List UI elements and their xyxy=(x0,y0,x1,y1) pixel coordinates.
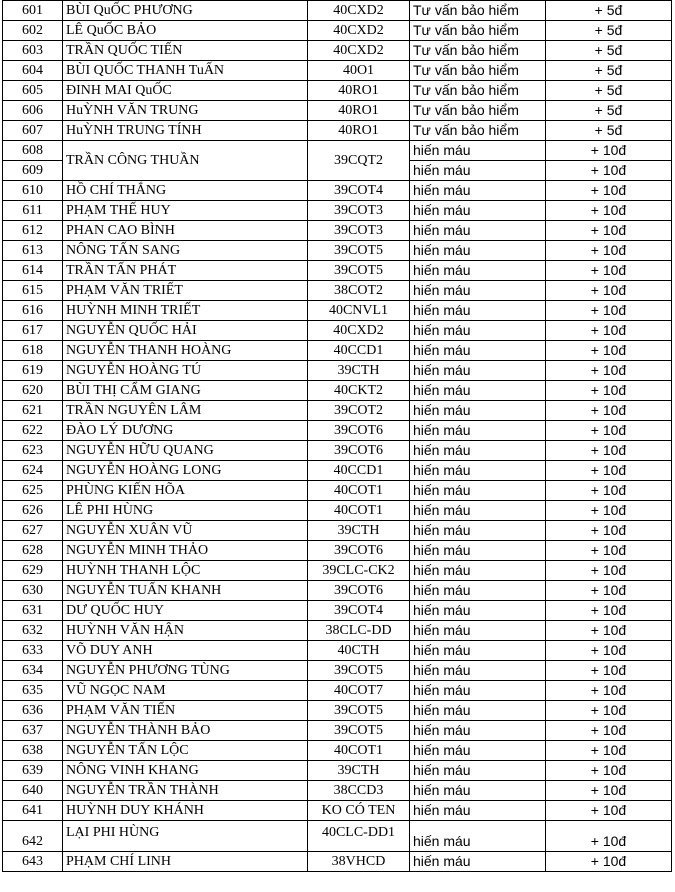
points-cell: + 10đ xyxy=(546,801,672,821)
class-cell: 39COT5 xyxy=(308,261,410,281)
name-cell: NGUYỄN QUỐC HẢI xyxy=(63,321,308,341)
activity-cell: hiến máu xyxy=(410,321,546,341)
table-row xyxy=(3,181,672,201)
activity-cell: hiến máu xyxy=(410,501,546,521)
points-cell: + 10đ xyxy=(546,141,672,161)
stt-cell: 635 xyxy=(3,681,63,701)
stt-cell: 632 xyxy=(3,621,63,641)
class-cell: 39COT6 xyxy=(308,421,410,441)
name-cell: HuỲNH TRUNG TÍNH xyxy=(63,121,308,141)
stt-cell: 614 xyxy=(3,261,63,281)
stt-cell: 617 xyxy=(3,321,63,341)
activity-cell: hiến máu xyxy=(410,781,546,801)
name-cell: LẠI PHI HÙNG xyxy=(63,821,308,852)
tail-rows xyxy=(3,821,672,872)
class-cell: 39COT6 xyxy=(308,581,410,601)
class-cell: 40COT1 xyxy=(308,481,410,501)
name-cell: NÔNG VINH KHANG xyxy=(63,761,308,781)
class-cell: 38VHCD xyxy=(308,852,410,872)
activity-cell: Tư vấn bảo hiểm xyxy=(410,121,546,141)
class-cell: 39CTH xyxy=(308,361,410,381)
stt-cell: 619 xyxy=(3,361,63,381)
points-cell: + 10đ xyxy=(546,381,672,401)
name-cell: NGUYỄN TẤN LỘC xyxy=(63,741,308,761)
table-row xyxy=(3,601,672,621)
activity-cell: Tư vấn bảo hiểm xyxy=(410,81,546,101)
activity-cell: Tư vấn bảo hiểm xyxy=(410,61,546,81)
activity-cell: hiến máu xyxy=(410,241,546,261)
name-cell: TRẦN TẤN PHÁT xyxy=(63,261,308,281)
class-cell: 39COT6 xyxy=(308,441,410,461)
name-cell: VÕ DUY ANH xyxy=(63,641,308,661)
points-cell: + 10đ xyxy=(546,241,672,261)
stt-cell: 616 xyxy=(3,301,63,321)
activity-cell: hiến máu xyxy=(410,641,546,661)
activity-cell: hiến máu xyxy=(410,741,546,761)
class-cell: 40CNVL1 xyxy=(308,301,410,321)
points-cell: + 10đ xyxy=(546,621,672,641)
table-row xyxy=(3,201,672,221)
class-cell: 38COT2 xyxy=(308,281,410,301)
table-row xyxy=(3,821,672,852)
points-cell: + 10đ xyxy=(546,821,672,852)
activity-cell: hiến máu xyxy=(410,181,546,201)
stt-cell: 620 xyxy=(3,381,63,401)
stt-cell: 643 xyxy=(3,852,63,872)
activity-cell: hiến máu xyxy=(410,561,546,581)
points-cell: + 10đ xyxy=(546,741,672,761)
points-cell: + 10đ xyxy=(546,781,672,801)
points-cell: + 10đ xyxy=(546,441,672,461)
class-cell: 40CCD1 xyxy=(308,341,410,361)
name-cell: NGUYỄN HỮU QUANG xyxy=(63,441,308,461)
activity-cell: Tư vấn bảo hiểm xyxy=(410,41,546,61)
activity-cell: Tư vấn bảo hiểm xyxy=(410,101,546,121)
table-body-top xyxy=(3,1,672,141)
table-row xyxy=(3,361,672,381)
name-cell: TRẦN NGUYÊN LÂM xyxy=(63,401,308,421)
activity-cell: hiến máu xyxy=(410,461,546,481)
points-cell: + 10đ xyxy=(546,501,672,521)
stt-cell: 633 xyxy=(3,641,63,661)
class-cell: 40COT1 xyxy=(308,501,410,521)
name-cell: HỒ CHÍ THẮNG xyxy=(63,181,308,201)
class-cell: 39COT3 xyxy=(308,201,410,221)
table-row xyxy=(3,21,672,41)
class-cell: 40RO1 xyxy=(308,121,410,141)
stt-cell: 640 xyxy=(3,781,63,801)
class-cell: 39CTH xyxy=(308,761,410,781)
name-cell: TRẦN CÔNG THUẦN xyxy=(63,141,308,181)
stt-cell: 628 xyxy=(3,541,63,561)
name-cell: PHÙNG KIẾN HÕA xyxy=(63,481,308,501)
table-row xyxy=(3,81,672,101)
table-row xyxy=(3,801,672,821)
stt-cell: 615 xyxy=(3,281,63,301)
stt-cell: 634 xyxy=(3,661,63,681)
stt-cell: 642 xyxy=(3,821,63,852)
stt-cell: 611 xyxy=(3,201,63,221)
name-cell: ĐÀO LÝ DƯƠNG xyxy=(63,421,308,441)
stt-cell: 626 xyxy=(3,501,63,521)
name-cell: NGUYỄN TRẦN THÀNH xyxy=(63,781,308,801)
points-cell: + 5đ xyxy=(546,41,672,61)
activity-cell: hiến máu xyxy=(410,801,546,821)
table-row xyxy=(3,61,672,81)
class-cell: 39COT5 xyxy=(308,701,410,721)
table-row xyxy=(3,741,672,761)
name-cell: BÙI QUỐC THANH TuẤN xyxy=(63,61,308,81)
name-cell: LÊ PHI HÙNG xyxy=(63,501,308,521)
stt-cell: 637 xyxy=(3,721,63,741)
class-cell: 39COT6 xyxy=(308,541,410,561)
points-cell: + 10đ xyxy=(546,681,672,701)
table-row xyxy=(3,701,672,721)
activity-cell: hiến máu xyxy=(410,421,546,441)
points-cell: + 10đ xyxy=(546,761,672,781)
table-body-main xyxy=(3,181,672,821)
activity-cell: hiến máu xyxy=(410,701,546,721)
points-cell: + 10đ xyxy=(546,561,672,581)
activity-cell: Tư vấn bảo hiểm xyxy=(410,21,546,41)
activity-cell: hiến máu xyxy=(410,852,546,872)
name-cell: NGUYỄN THANH HOÀNG xyxy=(63,341,308,361)
activity-cell: hiến máu xyxy=(410,301,546,321)
name-cell: PHẠM VĂN TRIẾT xyxy=(63,281,308,301)
name-cell: NGUYỄN XUÂN VŨ xyxy=(63,521,308,541)
points-cell: + 5đ xyxy=(546,101,672,121)
points-cell: + 10đ xyxy=(546,721,672,741)
activity-cell: hiến máu xyxy=(410,401,546,421)
table-row xyxy=(3,641,672,661)
points-cell: + 10đ xyxy=(546,201,672,221)
activity-cell: hiến máu xyxy=(410,381,546,401)
stt-cell: 641 xyxy=(3,801,63,821)
activity-cell: hiến máu xyxy=(410,361,546,381)
stt-cell: 603 xyxy=(3,41,63,61)
activity-cell: hiến máu xyxy=(410,601,546,621)
activity-cell: hiến máu xyxy=(410,161,546,181)
table-row xyxy=(3,661,672,681)
class-cell: 40CXD2 xyxy=(308,321,410,341)
stt-cell: 612 xyxy=(3,221,63,241)
points-cell: + 10đ xyxy=(546,601,672,621)
stt-cell: 627 xyxy=(3,521,63,541)
stt-cell: 631 xyxy=(3,601,63,621)
stt-cell: 621 xyxy=(3,401,63,421)
stt-cell: 608 xyxy=(3,141,63,161)
points-cell: + 10đ xyxy=(546,161,672,181)
table-row xyxy=(3,421,672,441)
class-cell: 40CXD2 xyxy=(308,1,410,21)
name-cell: PHAN CAO BÌNH xyxy=(63,221,308,241)
class-cell: 39COT3 xyxy=(308,221,410,241)
name-cell: PHẠM CHÍ LINH xyxy=(63,852,308,872)
class-cell: 39CQT2 xyxy=(308,141,410,181)
activity-cell: hiến máu xyxy=(410,581,546,601)
activity-cell: hiến máu xyxy=(410,541,546,561)
points-cell: + 10đ xyxy=(546,361,672,381)
activity-cell: hiến máu xyxy=(410,821,546,852)
table-row xyxy=(3,481,672,501)
table-row xyxy=(3,681,672,701)
stt-cell: 622 xyxy=(3,421,63,441)
points-cell: + 10đ xyxy=(546,261,672,281)
table-row xyxy=(3,41,672,61)
stt-cell: 610 xyxy=(3,181,63,201)
points-table xyxy=(2,0,672,872)
class-cell: KO CÓ TEN xyxy=(308,801,410,821)
table-row xyxy=(3,381,672,401)
class-cell: 40CKT2 xyxy=(308,381,410,401)
points-cell: + 10đ xyxy=(546,421,672,441)
table-row xyxy=(3,321,672,341)
points-cell: + 5đ xyxy=(546,21,672,41)
stt-cell: 623 xyxy=(3,441,63,461)
name-cell: BÙI THỊ CẨM GIANG xyxy=(63,381,308,401)
activity-cell: hiến máu xyxy=(410,141,546,161)
points-cell: + 10đ xyxy=(546,461,672,481)
table-row xyxy=(3,761,672,781)
name-cell: TRẦN QUỐC TIẾN xyxy=(63,41,308,61)
class-cell: 40COT7 xyxy=(308,681,410,701)
stt-cell: 630 xyxy=(3,581,63,601)
class-cell: 40RO1 xyxy=(308,101,410,121)
table-row xyxy=(3,852,672,872)
table-row xyxy=(3,721,672,741)
name-cell: HUỲNH VĂN HẬN xyxy=(63,621,308,641)
table-row xyxy=(3,261,672,281)
class-cell: 40CLC-DD1 xyxy=(308,821,410,852)
table-row xyxy=(3,301,672,321)
name-cell: NGUYỄN TUẤN KHANH xyxy=(63,581,308,601)
stt-cell: 605 xyxy=(3,81,63,101)
name-cell: HuỲNH VĂN TRUNG xyxy=(63,101,308,121)
activity-cell: hiến máu xyxy=(410,761,546,781)
name-cell: NGUYỄN THÀNH BẢO xyxy=(63,721,308,741)
activity-cell: hiến máu xyxy=(410,681,546,701)
stt-cell: 607 xyxy=(3,121,63,141)
table-row xyxy=(3,581,672,601)
class-cell: 40CXD2 xyxy=(308,21,410,41)
points-cell: + 10đ xyxy=(546,181,672,201)
stt-cell: 601 xyxy=(3,1,63,21)
name-cell: NGUYỄN MINH THẢO xyxy=(63,541,308,561)
points-cell: + 5đ xyxy=(546,1,672,21)
table-row xyxy=(3,521,672,541)
points-cell: + 10đ xyxy=(546,661,672,681)
points-cell: + 10đ xyxy=(546,301,672,321)
class-cell: 39COT4 xyxy=(308,181,410,201)
activity-cell: hiến máu xyxy=(410,721,546,741)
stt-cell: 639 xyxy=(3,761,63,781)
class-cell: 40RO1 xyxy=(308,81,410,101)
activity-cell: hiến máu xyxy=(410,441,546,461)
merged-row-group xyxy=(3,141,672,181)
name-cell: DƯ QUỐC HUY xyxy=(63,601,308,621)
name-cell: NGUYỄN HOÀNG LONG xyxy=(63,461,308,481)
class-cell: 40COT1 xyxy=(308,741,410,761)
table-row xyxy=(3,341,672,361)
points-cell: + 10đ xyxy=(546,281,672,301)
table-row xyxy=(3,241,672,261)
class-cell: 40CXD2 xyxy=(308,41,410,61)
stt-cell: 609 xyxy=(3,161,63,181)
name-cell: BÙI QuỐC PHƯƠNG xyxy=(63,1,308,21)
class-cell: 40CTH xyxy=(308,641,410,661)
class-cell: 39COT4 xyxy=(308,601,410,621)
points-cell: + 10đ xyxy=(546,521,672,541)
table-row xyxy=(3,441,672,461)
activity-cell: hiến máu xyxy=(410,481,546,501)
name-cell: HUỲNH THANH LỘC xyxy=(63,561,308,581)
activity-cell: hiến máu xyxy=(410,281,546,301)
points-cell: + 10đ xyxy=(546,641,672,661)
class-cell: 39COT5 xyxy=(308,661,410,681)
points-cell: + 5đ xyxy=(546,121,672,141)
table-row xyxy=(3,221,672,241)
table-row xyxy=(3,461,672,481)
table-row xyxy=(3,561,672,581)
table-row xyxy=(3,281,672,301)
activity-cell: hiến máu xyxy=(410,201,546,221)
activity-cell: hiến máu xyxy=(410,261,546,281)
points-cell: + 10đ xyxy=(546,481,672,501)
name-cell: VŨ NGỌC NAM xyxy=(63,681,308,701)
table-row xyxy=(3,401,672,421)
points-cell: + 10đ xyxy=(546,852,672,872)
activity-cell: hiến máu xyxy=(410,621,546,641)
name-cell: NGUYỄN HOÀNG TÚ xyxy=(63,361,308,381)
class-cell: 39COT5 xyxy=(308,241,410,261)
table-row xyxy=(3,1,672,21)
table-row xyxy=(3,541,672,561)
class-cell: 40O1 xyxy=(308,61,410,81)
table-row xyxy=(3,121,672,141)
stt-cell: 624 xyxy=(3,461,63,481)
points-cell: + 10đ xyxy=(546,541,672,561)
activity-cell: Tư vấn bảo hiểm xyxy=(410,1,546,21)
class-cell: 38CCD3 xyxy=(308,781,410,801)
stt-cell: 602 xyxy=(3,21,63,41)
points-cell: + 10đ xyxy=(546,701,672,721)
name-cell: HUỲNH DUY KHÁNH xyxy=(63,801,308,821)
activity-cell: hiến máu xyxy=(410,521,546,541)
name-cell: PHẠM THẾ HUY xyxy=(63,201,308,221)
stt-cell: 618 xyxy=(3,341,63,361)
points-cell: + 10đ xyxy=(546,221,672,241)
activity-cell: hiến máu xyxy=(410,661,546,681)
name-cell: NGUYỄN PHƯƠNG TÙNG xyxy=(63,661,308,681)
stt-cell: 625 xyxy=(3,481,63,501)
points-cell: + 5đ xyxy=(546,81,672,101)
stt-cell: 636 xyxy=(3,701,63,721)
stt-cell: 604 xyxy=(3,61,63,81)
class-cell: 39CLC-CK2 xyxy=(308,561,410,581)
class-cell: 39COT2 xyxy=(308,401,410,421)
name-cell: PHẠM VĂN TIẾN xyxy=(63,701,308,721)
name-cell: ĐINH MAI QuỐC xyxy=(63,81,308,101)
table-row xyxy=(3,101,672,121)
activity-cell: hiến máu xyxy=(410,221,546,241)
name-cell: LÊ QuỐC BẢO xyxy=(63,21,308,41)
table-row xyxy=(3,141,672,161)
points-cell: + 5đ xyxy=(546,61,672,81)
activity-cell: hiến máu xyxy=(410,341,546,361)
stt-cell: 606 xyxy=(3,101,63,121)
class-cell: 39CTH xyxy=(308,521,410,541)
stt-cell: 629 xyxy=(3,561,63,581)
class-cell: 40CCD1 xyxy=(308,461,410,481)
table-row xyxy=(3,501,672,521)
stt-cell: 638 xyxy=(3,741,63,761)
class-cell: 38CLC-DD xyxy=(308,621,410,641)
points-cell: + 10đ xyxy=(546,321,672,341)
class-cell: 39COT5 xyxy=(308,721,410,741)
stt-cell: 613 xyxy=(3,241,63,261)
name-cell: HUỲNH MINH TRIẾT xyxy=(63,301,308,321)
points-cell: + 10đ xyxy=(546,401,672,421)
points-cell: + 10đ xyxy=(546,341,672,361)
table-row xyxy=(3,781,672,801)
name-cell: NÔNG TẤN SANG xyxy=(63,241,308,261)
table-row xyxy=(3,621,672,641)
points-cell: + 10đ xyxy=(546,581,672,601)
